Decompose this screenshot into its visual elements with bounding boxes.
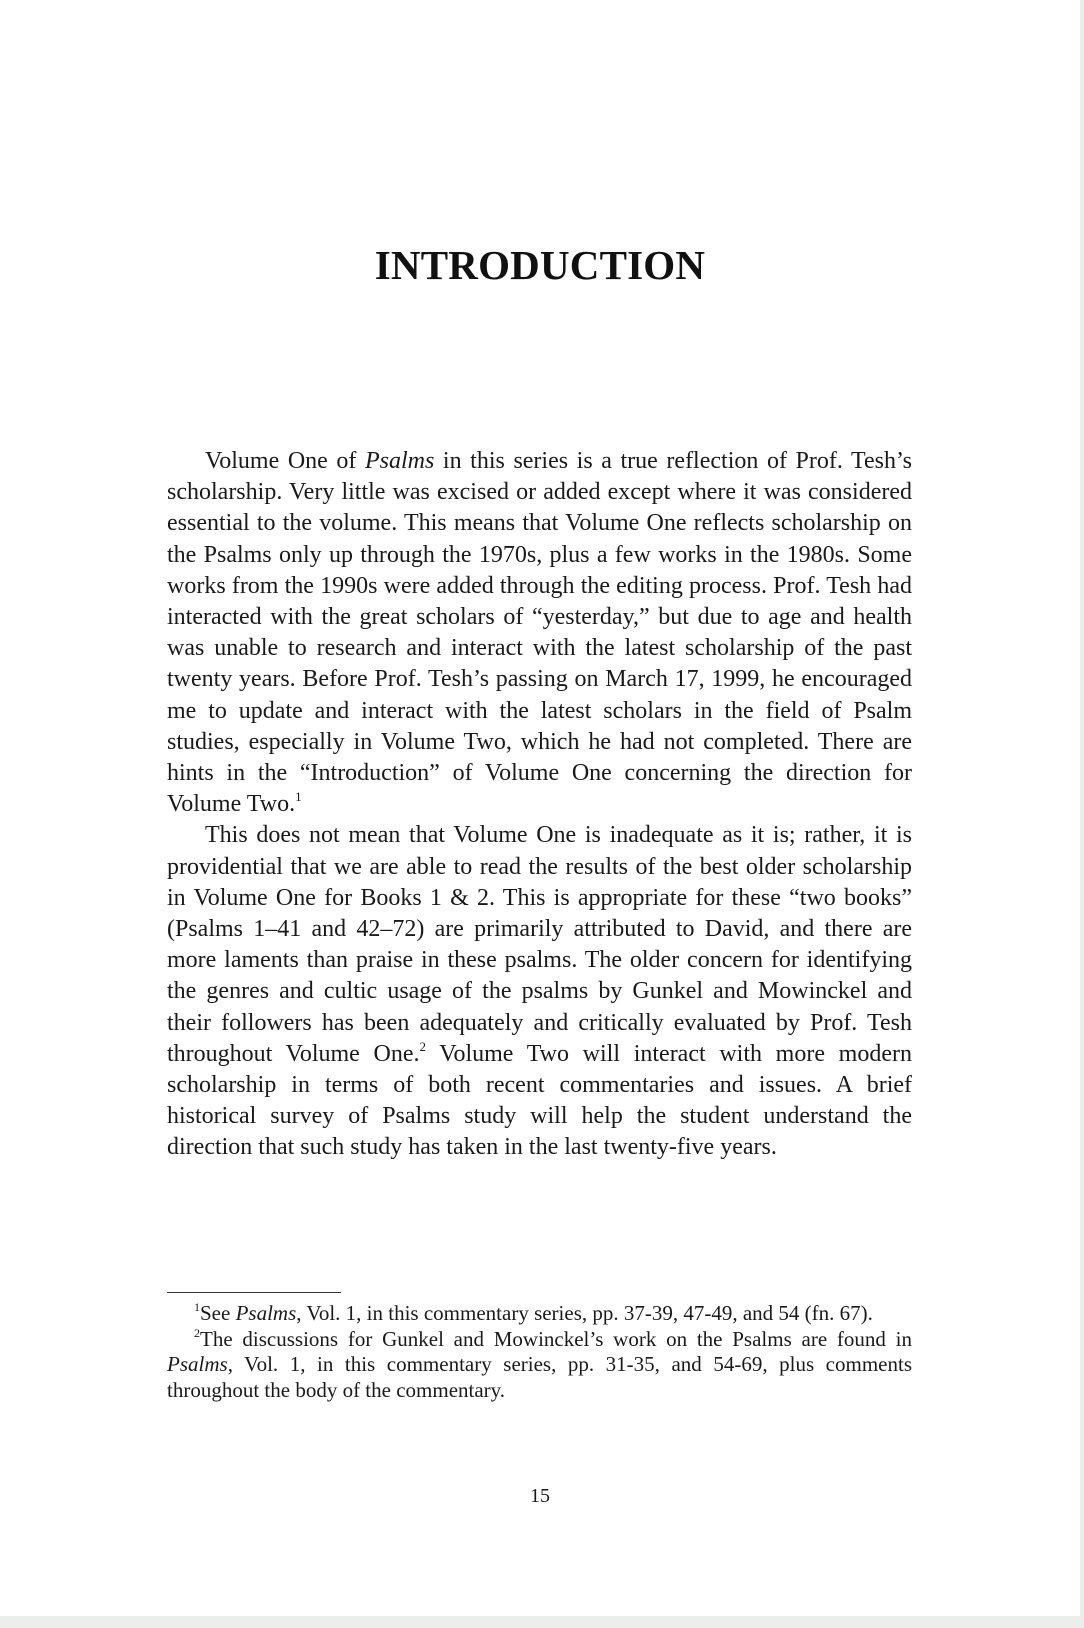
paragraph-2-text-a: This does not mean that Volume One is inadequate as it is; rather, it is providential that we are able to read the results of the best older scholarship in Volume One for Books 1 & 2. This is appropriate for these “two books” (Psalms 1–41 and 42–72) are primarily attributed to David, and there are more laments than praise in these psalms. The older concern for identifying the genres and cultic usage of the psalms by Gunkel and Mowinckel and their followers has been adequately and critically evaluated by Prof. Tesh throughout Volume One.: [167, 822, 912, 1067]
footnote-1-marker: 1: [194, 1300, 200, 1314]
footnote-ref-2[interactable]: 2: [419, 1038, 426, 1054]
body-text: [167, 446, 912, 1164]
paragraph-1-text-a: Volume One of: [205, 448, 365, 474]
footnote-1: [167, 1301, 912, 1327]
footnotes: [167, 1301, 912, 1403]
paragraph-1-italic-title: Psalms: [364, 448, 435, 474]
page-number: 15: [530, 1485, 550, 1507]
footnote-2-text-b: , Vol. 1, in this commentary series, pp. 31-35, and 54-69, plus comments throughout the body of the commentary.: [167, 1352, 912, 1402]
footnote-2-text-a: The discussions for Gunkel and Mowinckel’s work on the Psalms are found in: [200, 1326, 912, 1351]
viewer-right-edge: [1080, 0, 1084, 1628]
footnote-separator-rule: [167, 1292, 341, 1293]
viewer-bottom-edge: [0, 1616, 1084, 1628]
paragraph-1-text-b: in this series is a true reflection of Prof. Tesh’s scholarship. Very little was excised or added except where it was considered essential to the volume. This means that Volume One reflects scholarship on the Psalms only up through the 1970s, plus a few works in the 1980s. Some works from the 1990s were added through the editing process. Prof. Tesh had interacted with the great scholars of “yesterday,” but due to age and health was unable to research and interact with the latest scholarship of the past twenty years. Before Prof. Tesh’s passing on March 17, 1999, he encouraged me to update and interact with the latest scholars in the field of Psalm studies, especially in Volume Two, which he had not completed. There are hints in the “Introduction” of Volume One concerning the direction for Volume Two.: [167, 448, 913, 818]
footnote-2-marker: 2: [194, 1325, 200, 1340]
paragraph-2: [167, 820, 912, 1163]
chapter-title: INTRODUCTION: [374, 242, 706, 288]
footnote-1-italic-title: Psalms: [235, 1301, 297, 1325]
footnote-1-text-a: See: [200, 1301, 236, 1325]
paragraph-1: [167, 446, 912, 820]
footnote-2-italic-title: Psalms: [167, 1352, 228, 1376]
footnote-ref-1[interactable]: 1: [295, 789, 302, 805]
paragraph-2-text-b: Volume Two will interact with more modern scholarship in terms of both recent commentaries and issues. A brief historical survey of Psalms study will help the student understand the direction that such study has taken in the last twenty-five years.: [167, 1040, 912, 1161]
footnote-1-text-b: , Vol. 1, in this commentary series, pp. 37-39, 47-49, and 54 (fn. 67).: [296, 1301, 873, 1325]
footnote-2: [167, 1327, 912, 1404]
